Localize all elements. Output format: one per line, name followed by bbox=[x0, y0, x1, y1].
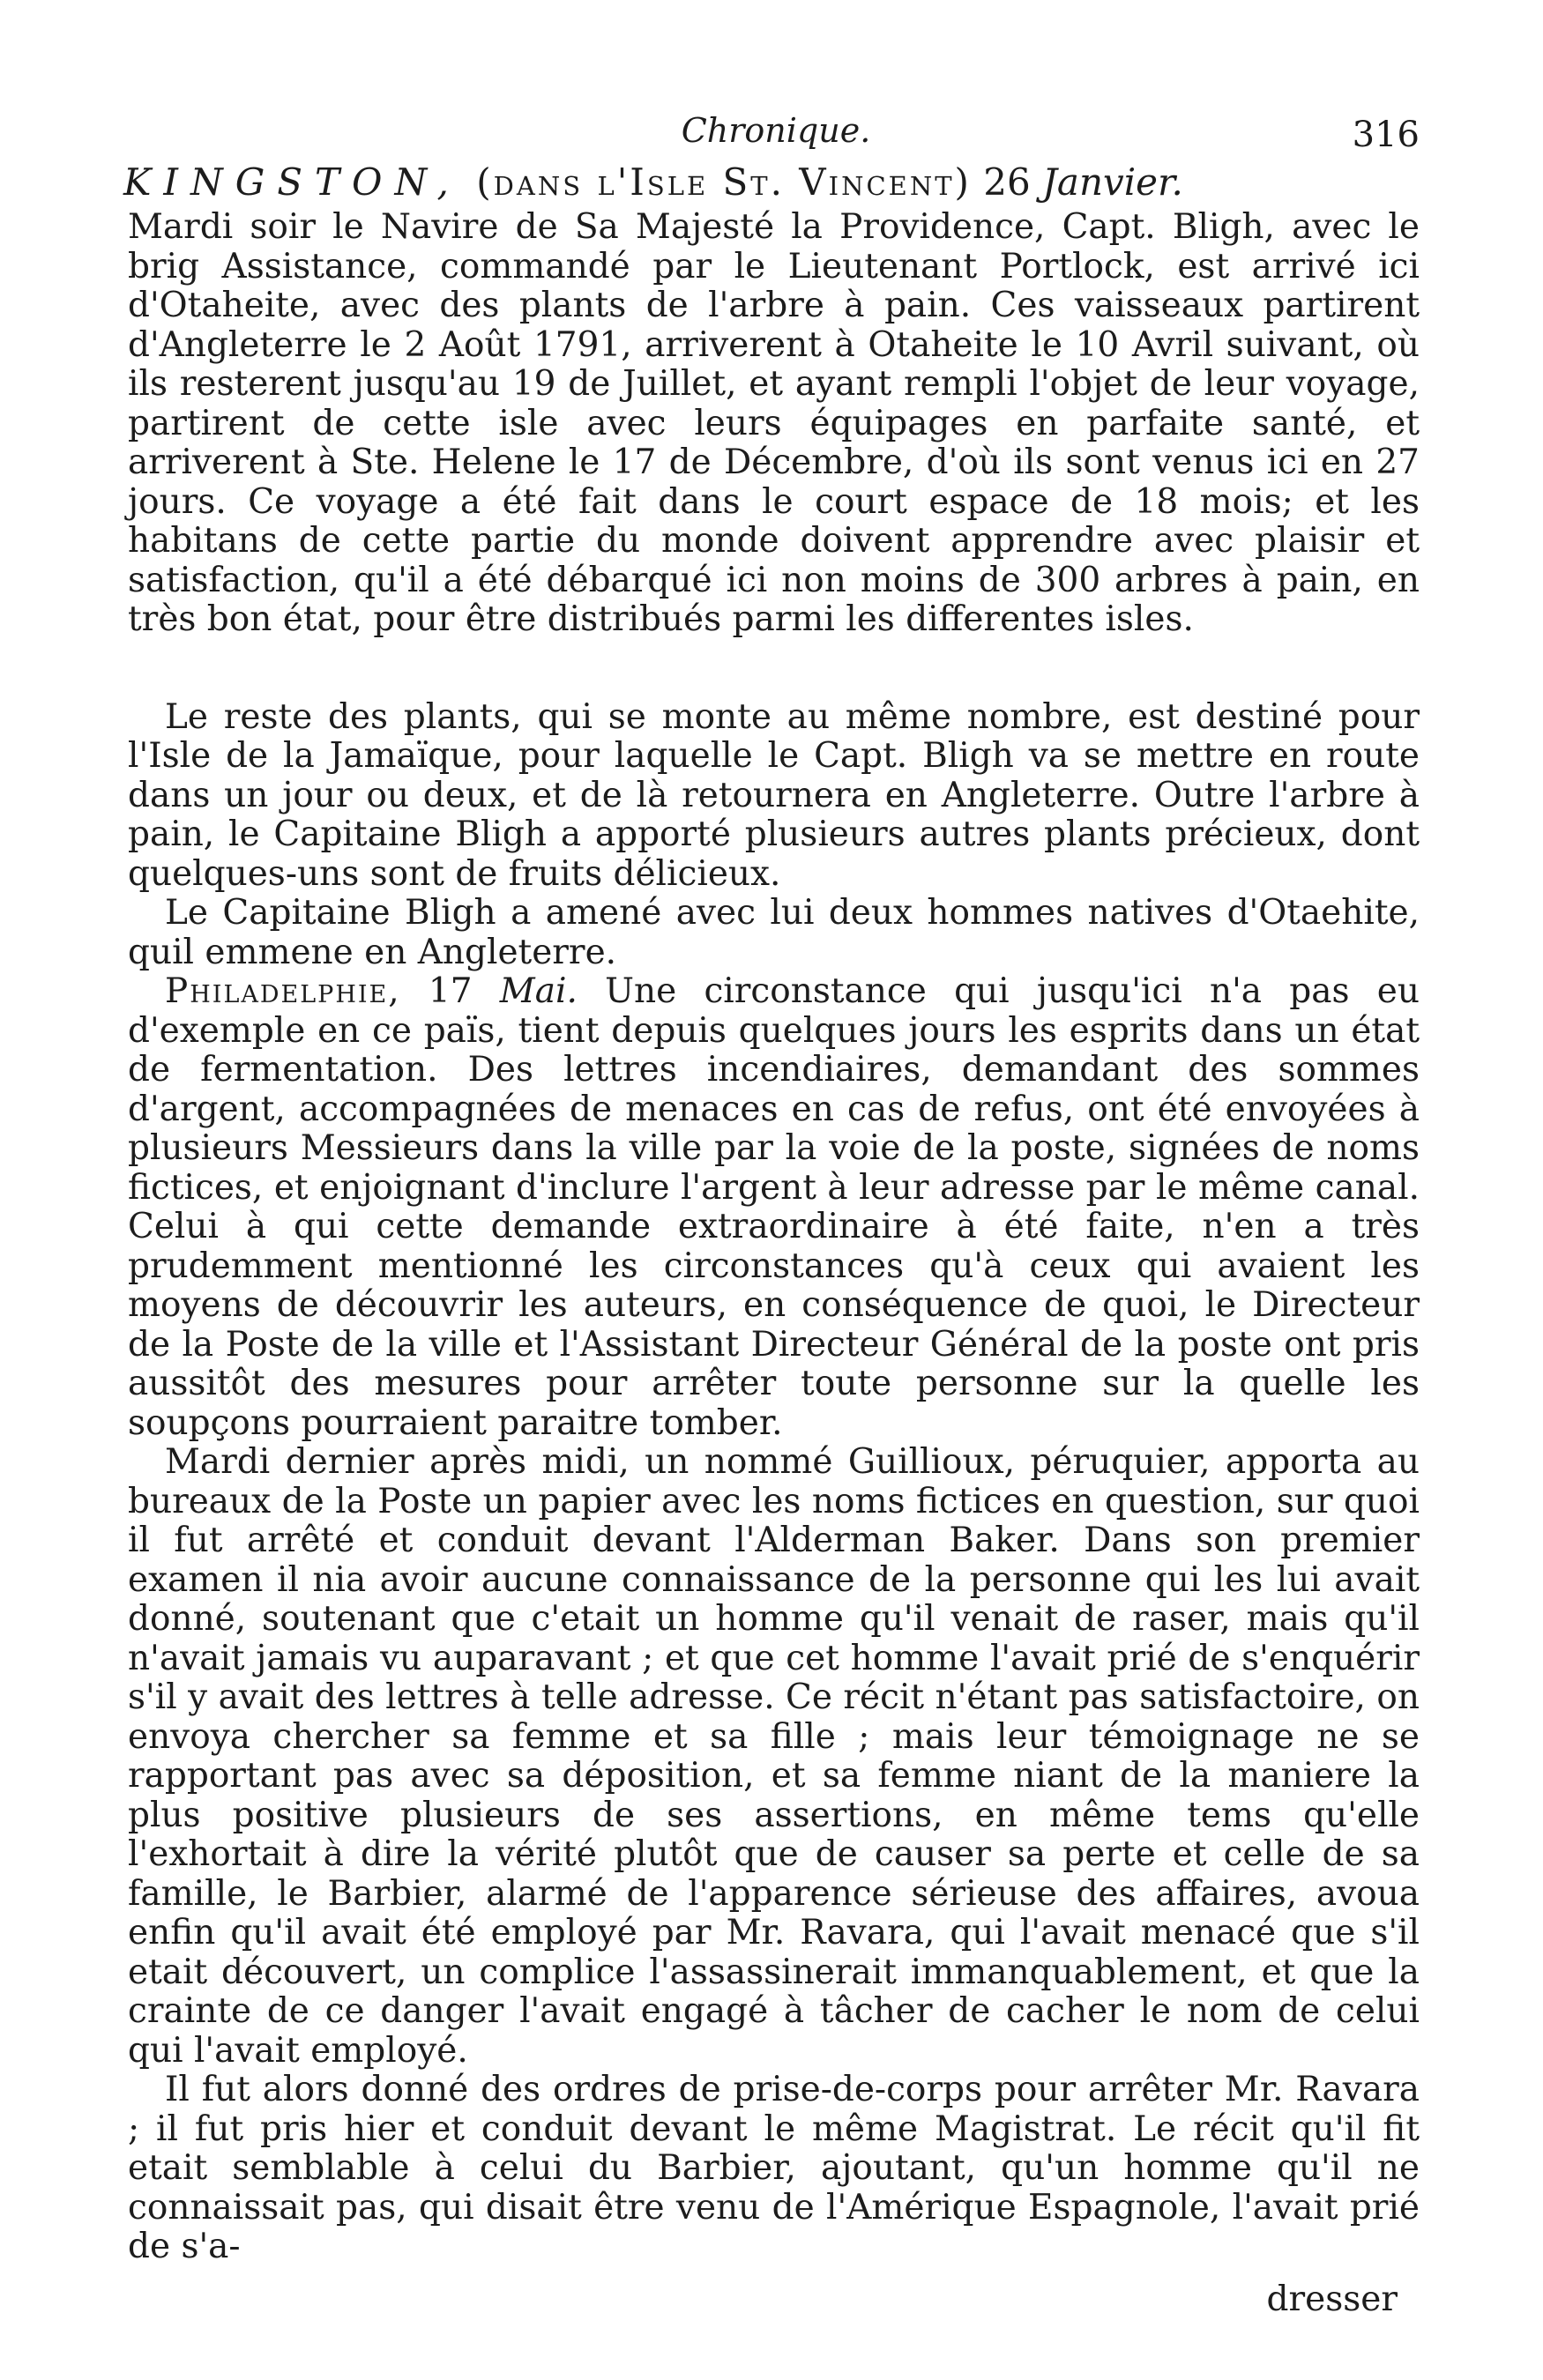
paragraph-philadelphie bbox=[128, 972, 1420, 1443]
philadelphie-date-month: Mai. bbox=[499, 971, 578, 1011]
catchword: dresser bbox=[1266, 2280, 1398, 2319]
paragraph-kingston: Mardi soir le Navire de Sa Majesté la Providence, Capt. Bligh, avec le brig Assistance, commandé par le Lieutenant Portlock, est arrivé ici d'Otaheite, avec des plants de l'arbre à pain. Ces vaisseaux partirent d'Angleterre le 2 Août 1791, arriverent à Otaheite le 10 Avril suivant, où ils resterent jusqu'au 19 de Juillet, et ayant rempli l'objet de leur voyage, partirent de cette isle avec leurs équipages en parfaite santé, et arriverent à Ste. Helene le 17 de Décembre, d'où ils sont venus ici en 27 jours. Ce voyage a été fait dans le court espace de 18 mois; et les habitans de cette partie du monde doivent apprendre avec plaisir et satisfaction, qu'il a été débarqué ici non moins de 300 arbres à pain, en très bon état, pour être distribués parmi les differentes isles. bbox=[128, 207, 1420, 639]
paragraph-guillioux: Mardi dernier après midi, un nommé Guillioux, péruquier, apporta au bureaux de la Poste un papier avec les noms fictices en question, sur quoi il fut arrêté et conduit devant l'Alderman Baker. Dans son premier examen il nia avoir aucune connaissance de la personne qui les lui avait donné, soutenant que c'etait un homme qu'il venait de raser, mais qu'il n'avait jamais vu auparavant ; et que cet homme l'avait prié de s'enquérir s'il y avait des lettres à telle adresse. Ce récit n'étant pas satisfactoire, on envoya chercher sa femme et sa fille ; mais leur témoignage ne se rapportant pas avec sa déposition, et sa femme niant de la maniere la plus positive plusieurs de ses assertions, en même tems qu'elle l'exhortait à dire la vérité plutôt que de causer sa perte et celle de sa famille, le Barbier, alarmé de l'apparence sérieuse des affaires, avoua enfin qu'il avait été employé par Mr. Ravara, qui l'avait menacé que s'il etait découvert, un complice l'assassinerait immanquablement, et que la crainte de ce danger l'avait engagé à tâcher de cacher le nom de celui qui l'avait employé. bbox=[128, 1442, 1420, 2071]
dateline-city: KINGSTON, bbox=[123, 160, 461, 204]
paragraph-ravara: Il fut alors donné des ordres de prise-de-corps pour arrêter Mr. Ravara ; il fut pris hier et conduit devant le même Magistrat. Le récit qu'il fit etait semblable à celui du Barbier, ajoutant, qu'un homme qu'il ne connaissait pas, qui disait être venu de l'Amérique Espagnole, l'avait prié de s'a- bbox=[128, 2070, 1420, 2266]
page-number: 316 bbox=[1352, 115, 1420, 155]
dateline-place: (dans l'Isle St. Vincent) bbox=[476, 160, 972, 204]
paragraph-gap bbox=[128, 640, 1420, 698]
philadelphie-text: Une circonstance qui jusqu'ici n'a pas eu d'exemple en ce païs, tient depuis quelques jours les esprits dans un état de fermentation. Des lettres incendiaires, demandant des sommes d'argent, accompagnées de menaces en cas de refus, ont été envoyées à plusieurs Messieurs dans la ville par la voie de la poste, signées de noms fictices, et enjoignant d'inclure l'argent à leur adresse par le même canal. Celui à qui cette demande extraordinaire à été faite, n'en a très prudemment mentionné les circonstances qu'à ceux qui avaient les moyens de découvrir les auteurs, en conséquence de quoi, le Directeur de la Poste de la ville et l'Assistant Directeur Général de la poste ont pris aussitôt des mesures pour arrêter toute personne sur la quelle les soupçons pourraient paraitre tomber. bbox=[128, 971, 1420, 1443]
running-head bbox=[123, 104, 1428, 157]
running-title: Chronique. bbox=[681, 111, 871, 150]
philadelphie-place: Philadelphie, bbox=[165, 971, 401, 1011]
article-body bbox=[128, 208, 1420, 2267]
paragraph-reste-des-plants: Le reste des plants, qui se monte au même nombre, est destiné pour l'Isle de la Jamaïque, pour laquelle le Capt. Bligh va se mettre en route dans un jour ou deux, et de là retournera en Angleterre. Outre l'arbre à pain, le Capitaine Bligh a apporté plusieurs autres plants précieux, dont quelques-uns sont de fruits délicieux. bbox=[128, 696, 1420, 894]
dateline bbox=[123, 160, 1428, 204]
philadelphie-date-num: 17 bbox=[400, 971, 500, 1011]
dateline-date-month: Janvier. bbox=[1042, 160, 1183, 204]
paragraph-natives: Le Capitaine Bligh a amené avec lui deux hommes natives d'Otaehite, quil emmene en Angleterre. bbox=[128, 893, 1420, 972]
dateline-date: 26 bbox=[983, 160, 1043, 204]
